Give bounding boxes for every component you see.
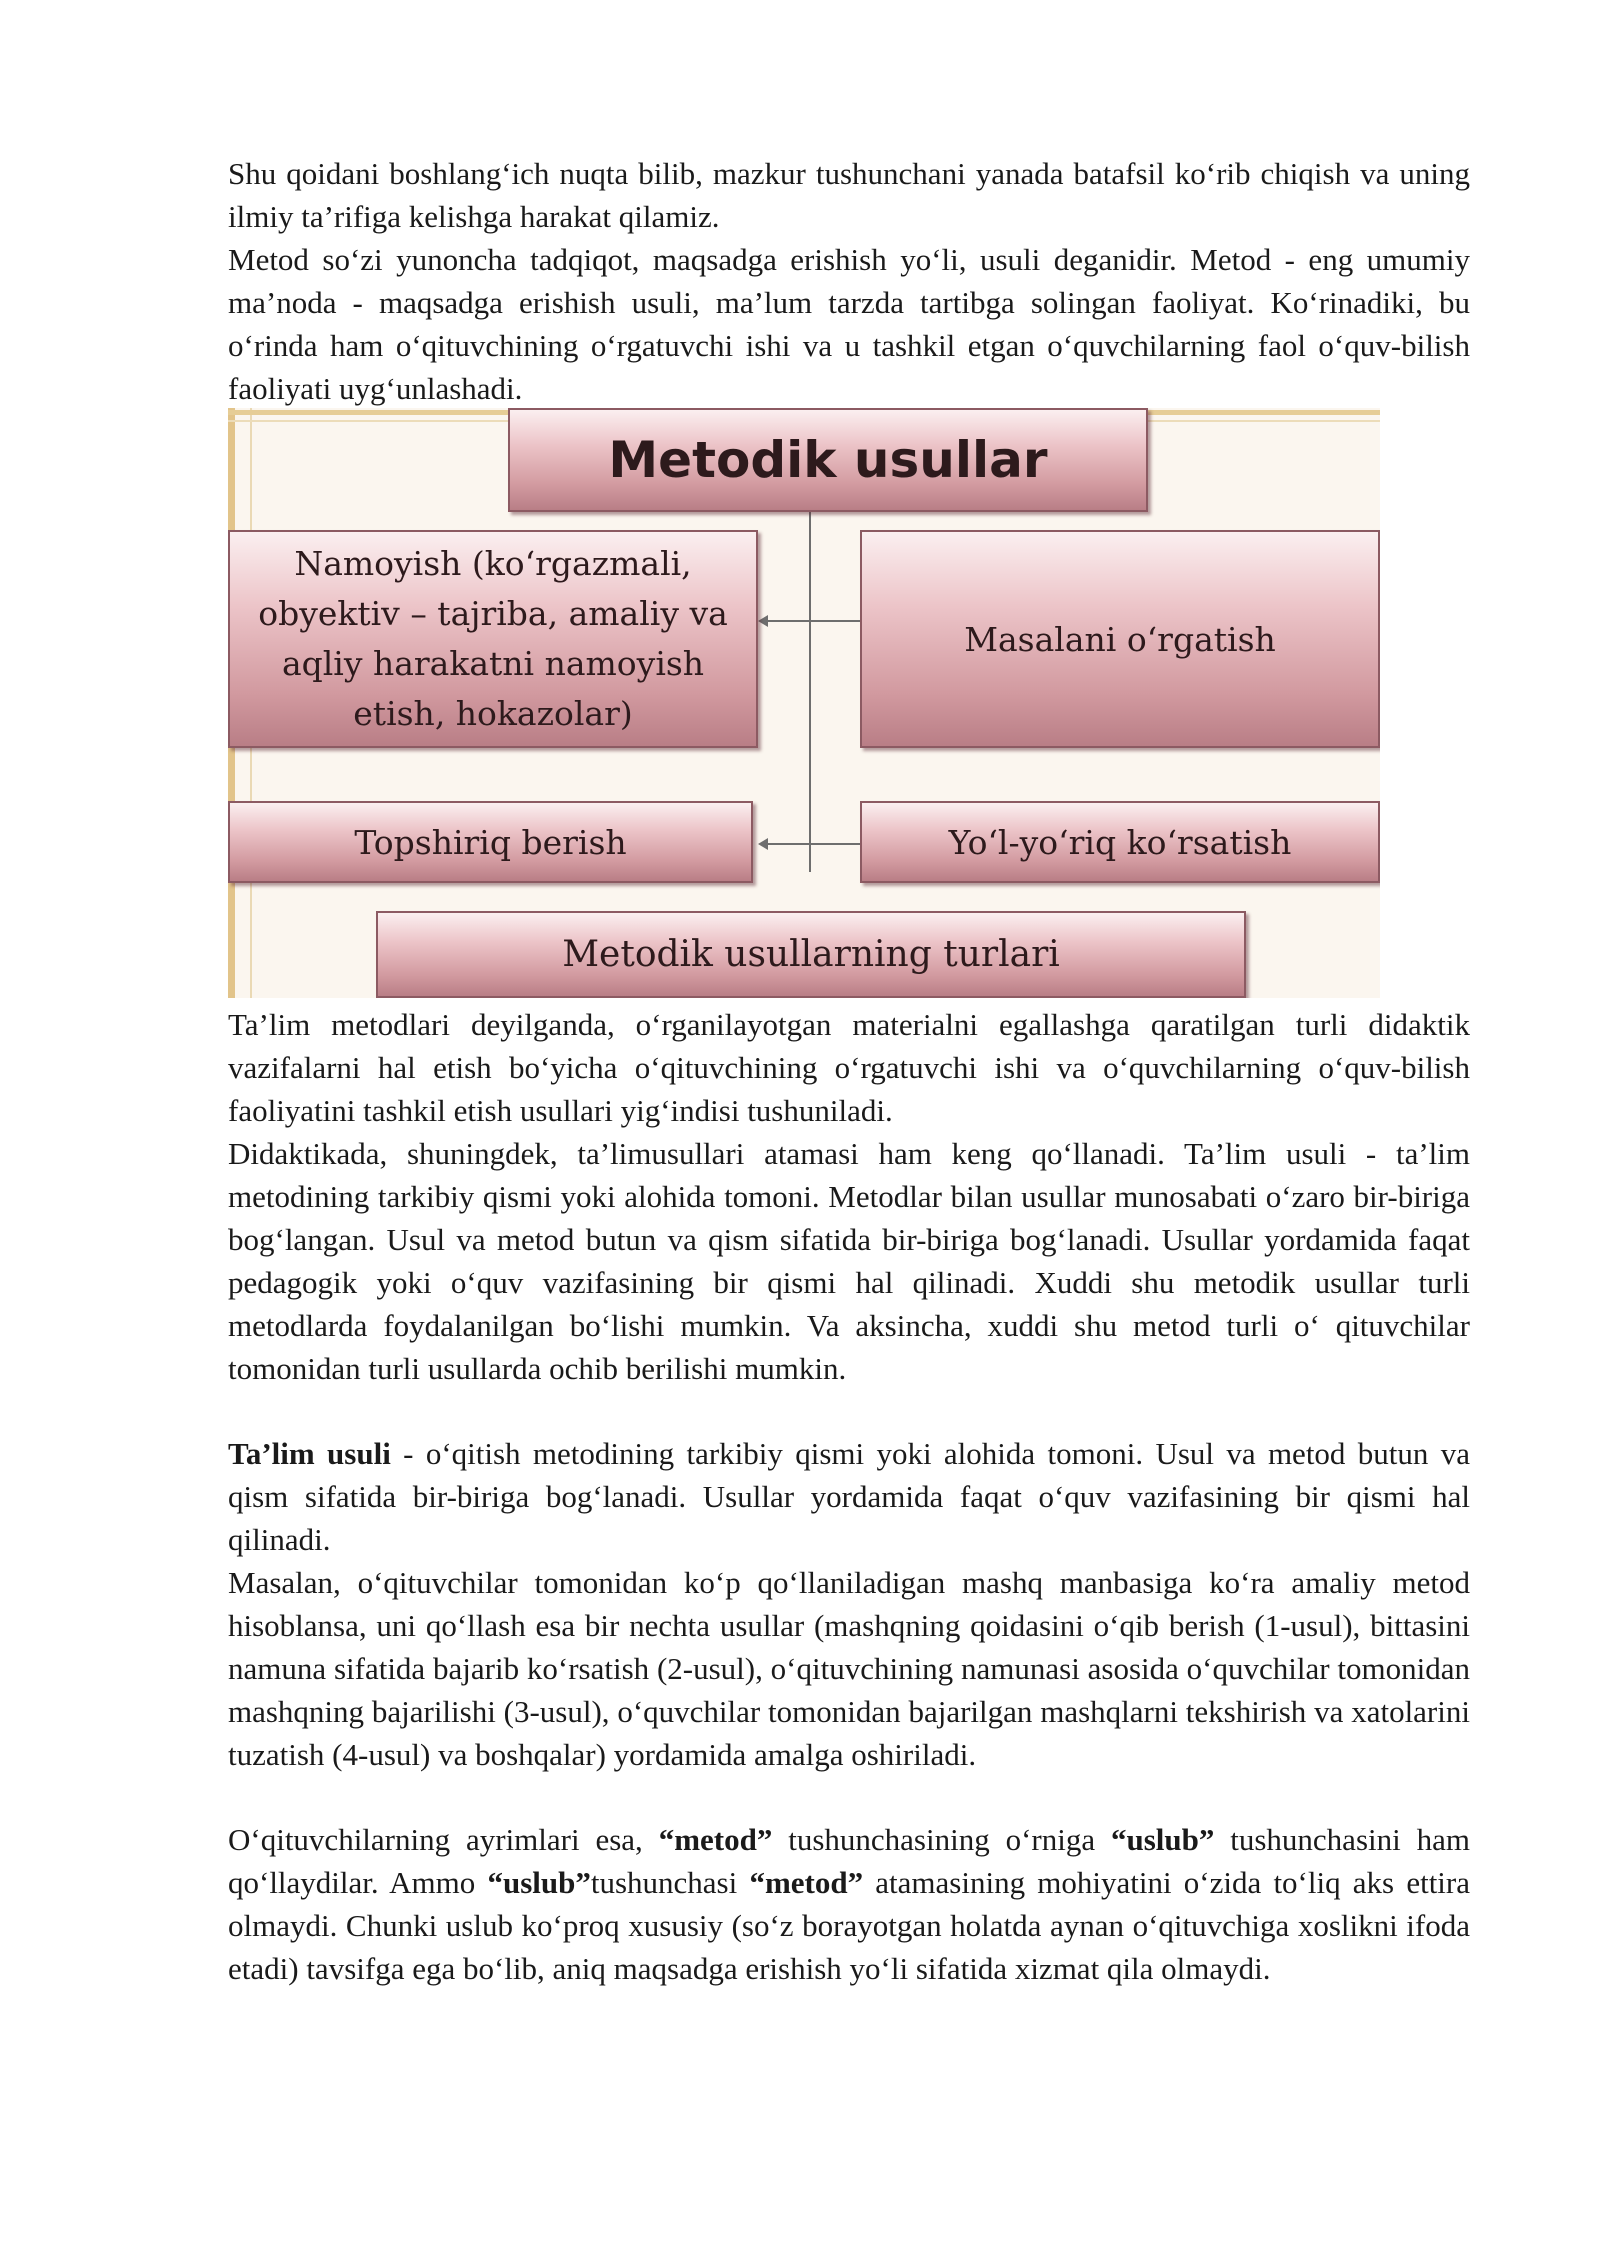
metodik-usullar-diagram	[228, 408, 1380, 998]
box-namoyish	[228, 530, 758, 748]
box-yol-yoriq	[860, 801, 1380, 883]
arrow-left-upper	[758, 615, 768, 627]
diagram-title: Metodik usullar	[608, 431, 1048, 489]
paragraph-metod-definition: Metod so‘zi yunoncha tadqiqot, maqsadga erishish yo‘li, usuli deganidir. Metod - eng umumiy ma’noda - maqsadga erishish usuli, ma’lum tarzda tartibga solingan faoliyat. Ko‘rinadiki, bu o‘rinda ham o‘qituvchining o‘rgatuvchi ishi va u tashkil etgan o‘quvchilarning faol o‘quv-bilish faoliyati uyg‘unlashadi.	[228, 242, 1470, 406]
box-masalani-orgatish	[860, 530, 1380, 748]
box-masalani-orgatish-label: Masalani o‘rgatish	[964, 619, 1276, 659]
diagram-caption: Metodik usullarning turlari	[562, 934, 1060, 975]
p7-part-g: tushunchasi	[590, 1865, 750, 1900]
diagram-caption-box	[376, 911, 1246, 998]
paragraph-masalan: Masalan, o‘qituvchilar tomonidan ko‘p qo‘llaniladigan mashq manbasiga ko‘ra amaliy metod hisoblansa, uni qo‘llash esa bir nechta usullar (mashqning qoidasini o‘qib berish (1-usul), bittasini namuna sifatida bajarib ko‘rsatish (2-usul), o‘qituvchining namunasi asosida o‘quvchilar tomonidan mashqning bajarilishi (3-usul), o‘quvchilar tomonidan bajarilgan mashqlarni tekshirish va xatolarini tuzatish (4-usul) va boshqalar) yordamida amalga oshiriladi.	[228, 1565, 1470, 1772]
paragraph-talim-usuli-text: - o‘qitish metodining tarkibiy qismi yoki alohida tomoni. Usul va metod butun va qism sifatida bir-biriga bog‘lanadi. Usullar yordamida faqat o‘quv vazifasining bir qismi hal qilinadi.	[228, 1436, 1470, 1557]
p7-part-a: O‘qituvchilarning ayrimlari esa,	[228, 1822, 659, 1857]
p7-part-e: tushunchasini ham qo‘llaydilar. Ammo	[228, 1822, 1470, 1900]
diagram-title-box	[508, 408, 1148, 512]
paragraph-talim-usuli	[228, 1432, 1470, 1561]
term-talim-usuli: Ta’lim usuli	[228, 1436, 391, 1471]
p7-part-c: tushunchasining o‘rniga	[772, 1822, 1111, 1857]
term-metod-1: “metod”	[658, 1822, 773, 1857]
paragraph-uslub	[228, 1818, 1470, 1990]
connector-vertical	[809, 512, 811, 872]
term-uslub-1: “uslub”	[1110, 1822, 1215, 1857]
p7-part-i: atamasining mohiyatini o‘zida to‘liq aks ettira olmaydi. Chunki uslub ko‘proq xususiy (so‘z borayotgan holatda aynan o‘qituvchiga xoslikni ifoda etadi) tavsifga ega bo‘lib, aniq maqsadga erishish yo‘li sifatida xizmat qila olmaydi.	[228, 1865, 1470, 1986]
box-topshiriq-berish-label: Topshiriq berish	[354, 822, 627, 862]
box-namoyish-label: Namoyish (ko‘rgazmali, obyektiv – tajriba, amaliy va aqliy harakatni namoyish etish, hokazolar)	[258, 544, 728, 733]
term-uslub-2: “uslub”	[487, 1865, 591, 1900]
arrow-left-lower	[758, 838, 768, 850]
box-yol-yoriq-label: Yo‘l-yo‘riq ko‘rsatish	[948, 822, 1292, 862]
box-topshiriq-berish	[228, 801, 753, 883]
term-metod-2: “metod”	[749, 1865, 864, 1900]
paragraph-talim-metodlari: Ta’lim metodlari deyilganda, o‘rganilayotgan materialni egallashga qaratilgan turli didaktik vazifalarni hal etish bo‘yicha o‘qituvchining o‘rgatuvchi ishi va o‘quvchilarning o‘quv-bilish faoliyatini tashkil etish usullari yig‘indisi tushuniladi.	[228, 1007, 1470, 1128]
paragraph-didaktika: Didaktikada, shuningdek, ta’limusullari atamasi ham keng qo‘llanadi. Ta’lim usuli - ta’lim metodining tarkibiy qismi yoki alohida tomoni. Metodlar bilan usullar munosabati o‘zaro bir-biriga bog‘langan. Usul va metod butun va qism sifatida bir-biriga bog‘lanadi. Usullar yordamida faqat pedagogik yoki o‘quv vazifasining bir qismi hal qilinadi. Xuddi shu metodik usullar turli metodlarda foydalanilgan bo‘lishi mumkin. Va aksincha, xuddi shu metod turli o‘ qituvchilar tomonidan turli usullarda ochib berilishi mumkin.	[228, 1136, 1470, 1386]
paragraph-intro: Shu qoidani boshlang‘ich nuqta bilib, mazkur tushunchani yanada batafsil ko‘rib chiqish va uning ilmiy ta’rifiga kelishga harakat qilamiz.	[228, 156, 1470, 234]
